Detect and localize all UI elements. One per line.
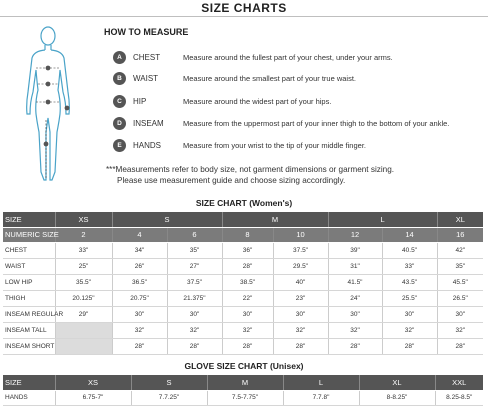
table-cell: 7.7.25" [131,390,207,405]
unavailable-cell [55,322,112,338]
row-label: INSEAM SHORT [3,338,55,354]
table-cell: 7.7.8" [283,390,359,405]
glove-size-xl: XL [359,375,435,390]
table-cell: 32" [382,322,437,338]
measure-name: INSEAM [133,118,164,128]
table-cell: 29" [55,306,112,322]
table-row [3,290,483,306]
table-cell: 28" [112,338,167,354]
table-cell: 33" [382,258,437,274]
table-cell: 25.5" [382,290,437,306]
table-cell: 32" [273,322,328,338]
table-cell: 20.75" [112,290,167,306]
table-cell: 35.5" [55,274,112,290]
note-line-1: ***Measurements refer to body size, not garment dimensions or garment sizing. [106,165,395,174]
table-cell: 39" [328,242,382,258]
size-s: S [112,212,222,227]
measurement-note [106,164,394,186]
table-cell: 34" [112,242,167,258]
table-cell: 31" [328,258,382,274]
body-measurement-figure [18,22,78,190]
row-label: INSEAM REGULAR [3,306,55,322]
size-xs: XS [55,212,112,227]
womens-size-table [3,212,483,355]
table-cell: 8-8.25" [359,390,435,405]
measure-name: HANDS [133,140,162,150]
badge-e: E [113,139,126,152]
table-row [3,338,483,354]
table-cell: 36" [222,242,273,258]
table-row [3,322,483,338]
table-cell: 33" [55,242,112,258]
table-cell: 24" [328,290,382,306]
table-cell: 35" [437,258,483,274]
table-cell: 42" [437,242,483,258]
table-cell: 22" [222,290,273,306]
table-cell: 32" [222,322,273,338]
table-row [3,258,483,274]
row-label: INSEAM TALL [3,322,55,338]
table-cell: 30" [382,306,437,322]
row-label: LOW HIP [3,274,55,290]
measure-description: Measure from the uppermost part of your inner thigh to the bottom of your ankle. [183,118,450,128]
glove-size-label: SIZE [3,375,55,390]
measure-description: Measure around the widest part of your hips. [183,96,332,106]
row-label: THIGH [3,290,55,306]
glove-chart-title: GLOVE SIZE CHART (Unisex) [184,361,304,371]
measure-row-hip [113,94,331,108]
measure-description: Measure from your wrist to the tip of your middle finger. [183,140,366,150]
table-cell: 37.5" [273,242,328,258]
numeric-cell: 2 [55,227,112,242]
glove-size-xs: XS [55,375,131,390]
measure-description: Measure around the fullest part of your chest, under your arms. [183,52,393,62]
table-row [3,242,483,258]
numeric-size-row [3,227,483,242]
table-cell: 28" [167,338,222,354]
glove-size-header-row [3,375,483,390]
how-to-measure-heading: HOW TO MEASURE [104,27,189,37]
table-cell: 20.125" [55,290,112,306]
size-xl: XL [437,212,483,227]
numeric-cell: 8 [222,227,273,242]
table-cell: 28" [222,258,273,274]
table-cell: 40.5" [382,242,437,258]
table-cell: 32" [112,322,167,338]
table-cell: 40" [273,274,328,290]
badge-b: B [113,72,126,85]
size-header-row [3,212,483,227]
table-cell: 30" [273,306,328,322]
table-cell: 28" [437,338,483,354]
numeric-cell: 12 [328,227,382,242]
table-cell: 7.5-7.75" [207,390,283,405]
measure-row-chest [113,50,393,64]
table-cell: 37.5" [167,274,222,290]
glove-hands-row [3,390,483,405]
table-cell: 30" [112,306,167,322]
table-cell: 28" [222,338,273,354]
table-cell: 6.75-7" [55,390,131,405]
measure-name: HIP [133,96,147,106]
table-cell: 28" [328,338,382,354]
badge-d: D [113,117,126,130]
badge-a: A [113,51,126,64]
table-cell: 26.5" [437,290,483,306]
table-cell: 38.5" [222,274,273,290]
numeric-cell: 4 [112,227,167,242]
numeric-size-label: NUMERIC SIZE [3,227,55,242]
table-cell: 25" [55,258,112,274]
table-cell: 32" [167,322,222,338]
table-cell: 41.5" [328,274,382,290]
glove-size-xxl: XXL [435,375,483,390]
glove-size-m: M [207,375,283,390]
table-cell: 43.5" [382,274,437,290]
table-cell: 36.5" [112,274,167,290]
table-cell: 23" [273,290,328,306]
table-cell: 30" [222,306,273,322]
row-label: CHEST [3,242,55,258]
table-cell: 30" [167,306,222,322]
table-cell: 28" [382,338,437,354]
row-label: WAIST [3,258,55,274]
measure-name: CHEST [133,52,161,62]
size-chart-title: SIZE CHART (Women's) [195,198,293,208]
badge-c: C [113,95,126,108]
table-row [3,274,483,290]
table-cell: 30" [437,306,483,322]
size-l: L [328,212,437,227]
glove-size-s: S [131,375,207,390]
glove-size-table [3,375,483,406]
measure-row-inseam [113,116,449,130]
glove-size-l: L [283,375,359,390]
table-cell: 27" [167,258,222,274]
table-cell: 30" [328,306,382,322]
measure-name: WAIST [133,73,159,83]
table-cell: 29.5" [273,258,328,274]
table-cell: 26" [112,258,167,274]
row-label: HANDS [3,390,55,405]
numeric-cell: 6 [167,227,222,242]
numeric-cell: 16 [437,227,483,242]
size-label: SIZE [3,212,55,227]
note-line-2: Please use measurement guide and choose sizing accordingly. [117,176,346,185]
table-cell: 45.5" [437,274,483,290]
numeric-cell: 14 [382,227,437,242]
table-cell: 28" [273,338,328,354]
table-cell: 21.375" [167,290,222,306]
table-cell: 32" [328,322,382,338]
table-cell: 32" [437,322,483,338]
unavailable-cell [55,338,112,354]
table-cell: 35" [167,242,222,258]
measure-description: Measure around the smallest part of your true waist. [183,73,356,83]
numeric-cell: 10 [273,227,328,242]
table-row [3,306,483,322]
measure-row-waist [113,71,356,85]
page-title: SIZE CHARTS [201,1,287,15]
measure-row-hands [113,138,366,152]
size-m: M [222,212,328,227]
title-divider [0,16,488,17]
table-cell: 8.25-8.5" [435,390,483,405]
